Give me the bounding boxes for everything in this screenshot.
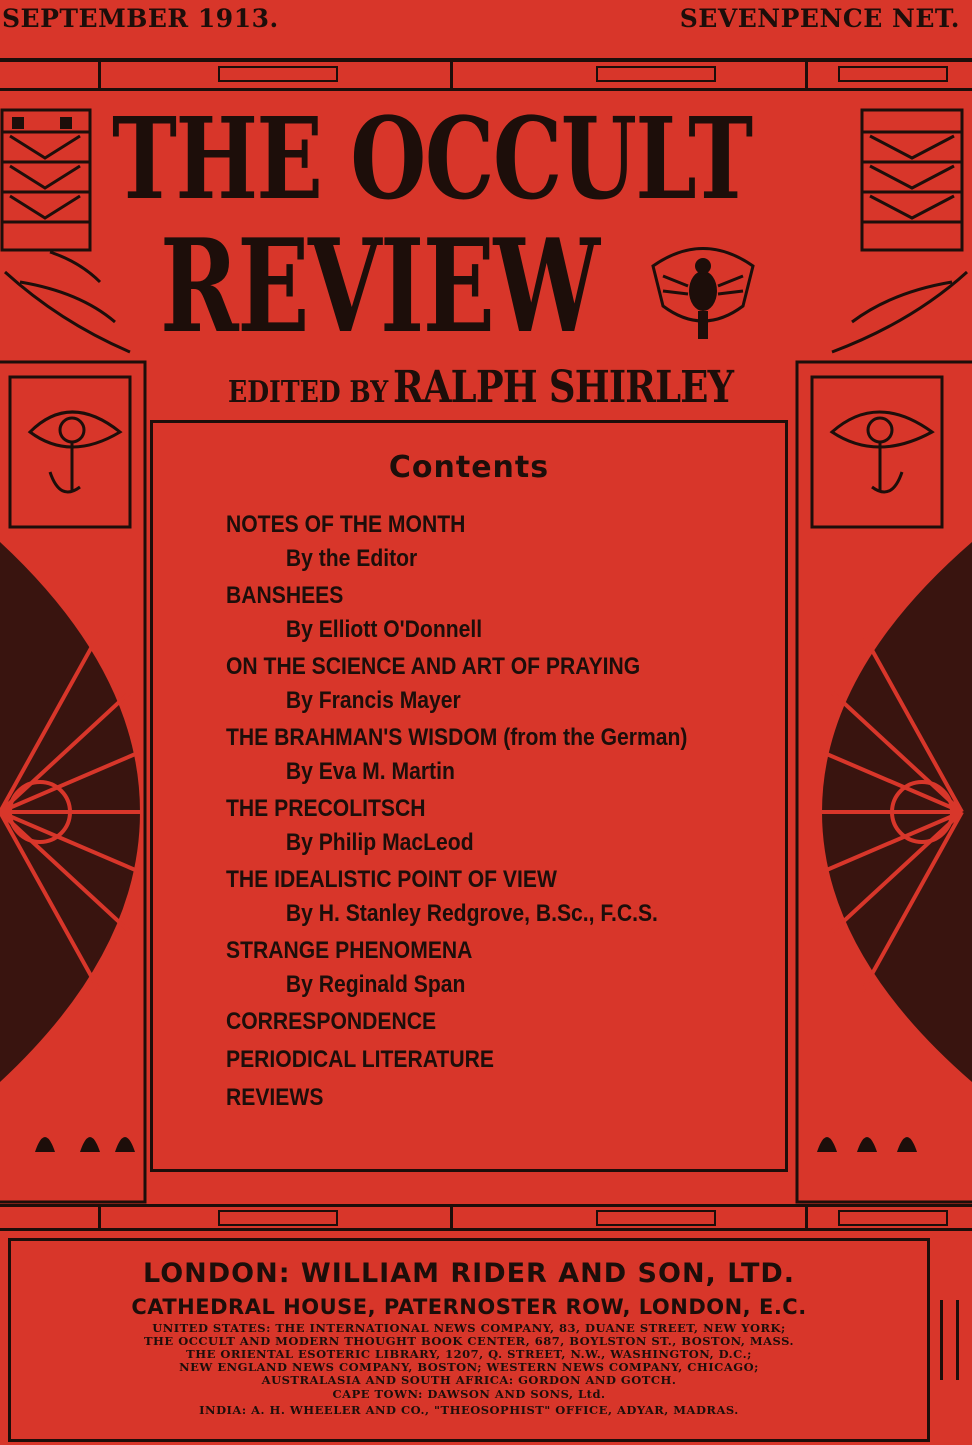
toc-entry-author: By Eva M. Martin xyxy=(285,758,455,785)
toc-entry xyxy=(226,1005,731,1039)
border-tick xyxy=(450,1207,453,1228)
editor-name: RALPH SHIRLEY xyxy=(392,362,734,413)
top-border-rule-inner xyxy=(0,88,972,91)
toc-entry xyxy=(226,508,731,576)
toc-entry xyxy=(226,1043,731,1077)
toc-entry xyxy=(226,863,731,931)
editor-credit xyxy=(228,362,829,412)
border-ornament xyxy=(838,66,948,82)
border-ornament xyxy=(596,66,716,82)
toc-entry xyxy=(226,1081,731,1115)
toc-entry-author: By Reginald Span xyxy=(285,971,466,998)
toc-entry-author: By Philip MacLeod xyxy=(285,829,474,856)
toc-entry xyxy=(226,934,731,1002)
toc-entry-title: PERIODICAL LITERATURE xyxy=(226,1046,494,1073)
toc-entry xyxy=(226,579,731,647)
agent-line: THE ORIENTAL ESOTERIC LIBRARY, 1207, Q. STREET, N.W., WASHINGTON, D.C.; xyxy=(186,1347,752,1361)
issue-price: SEVENPENCE NET. xyxy=(679,4,960,33)
contents-heading: Contents xyxy=(388,450,550,485)
border-tick xyxy=(98,62,101,88)
border-ornament xyxy=(218,66,338,82)
publisher-address: CATHEDRAL HOUSE, PATERNOSTER ROW, LONDON, E.C. xyxy=(131,1295,807,1319)
toc-entry xyxy=(226,650,731,718)
agent-line: UNITED STATES: THE INTERNATIONAL NEWS COMPANY, 83, DUANE STREET, NEW YORK; xyxy=(152,1321,786,1335)
border-ornament xyxy=(218,1210,338,1226)
toc-entry-title: ON THE SCIENCE AND ART OF PRAYING xyxy=(226,653,641,680)
border-tick xyxy=(98,1207,101,1228)
agent-line: THE OCCULT AND MODERN THOUGHT BOOK CENTER, 687, BOYLSTON ST., BOSTON, MASS. xyxy=(144,1334,794,1348)
agent-line: CAPE TOWN: DAWSON AND SONS, Ltd. xyxy=(332,1387,606,1401)
agent-line: INDIA: A. H. WHEELER AND CO., "THEOSOPHIST" OFFICE, ADYAR, MADRAS. xyxy=(199,1403,739,1417)
toc-entry-author: By Elliott O'Donnell xyxy=(285,616,483,643)
border-tick xyxy=(805,62,808,88)
toc-entry-title: NOTES OF THE MONTH xyxy=(226,511,466,538)
top-border-rule xyxy=(0,58,972,62)
toc-entry-title: THE BRAHMAN'S WISDOM (from the German) xyxy=(226,724,688,751)
toc-entry xyxy=(226,792,731,860)
bottom-border-rule-inner xyxy=(0,1228,972,1231)
toc-entry-title: THE IDEALISTIC POINT OF VIEW xyxy=(226,866,557,893)
publisher-name: LONDON: WILLIAM RIDER AND SON, LTD. xyxy=(142,1258,796,1289)
footer-side-bar xyxy=(940,1300,943,1380)
toc-entry-title: STRANGE PHENOMENA xyxy=(226,937,473,964)
bottom-border-rule xyxy=(0,1204,972,1207)
right-ornament-panel xyxy=(792,92,972,1212)
border-ornament xyxy=(596,1210,716,1226)
magazine-title-line1: THE OCCULT xyxy=(112,94,752,225)
table-of-contents xyxy=(226,508,731,1119)
toc-entry-title: THE PRECOLITSCH xyxy=(226,795,426,822)
toc-entry xyxy=(226,721,731,789)
footer-side-bar xyxy=(956,1300,959,1380)
toc-entry-title: REVIEWS xyxy=(226,1084,324,1111)
left-ornament-panel xyxy=(0,92,150,1212)
toc-entry-title: BANSHEES xyxy=(226,582,344,609)
issue-date: SEPTEMBER 1913. xyxy=(2,4,279,33)
agent-line: AUSTRALASIA AND SOUTH AFRICA: GORDON AND GOTCH. xyxy=(261,1373,677,1387)
agent-line: NEW ENGLAND NEWS COMPANY, BOSTON; WESTERN NEWS COMPANY, CHICAGO; xyxy=(179,1360,759,1374)
edited-by-label: EDITED BY xyxy=(228,375,389,410)
border-ornament xyxy=(838,1210,948,1226)
border-tick xyxy=(805,1207,808,1228)
scarab-emblem xyxy=(648,236,758,346)
toc-entry-author: By the Editor xyxy=(285,545,418,572)
toc-entry-title: CORRESPONDENCE xyxy=(226,1008,437,1035)
border-tick xyxy=(450,62,453,88)
toc-entry-author: By Francis Mayer xyxy=(285,687,461,714)
toc-entry-author: By H. Stanley Redgrove, B.Sc., F.C.S. xyxy=(285,900,658,927)
magazine-title-line2: REVIEW xyxy=(160,212,599,362)
